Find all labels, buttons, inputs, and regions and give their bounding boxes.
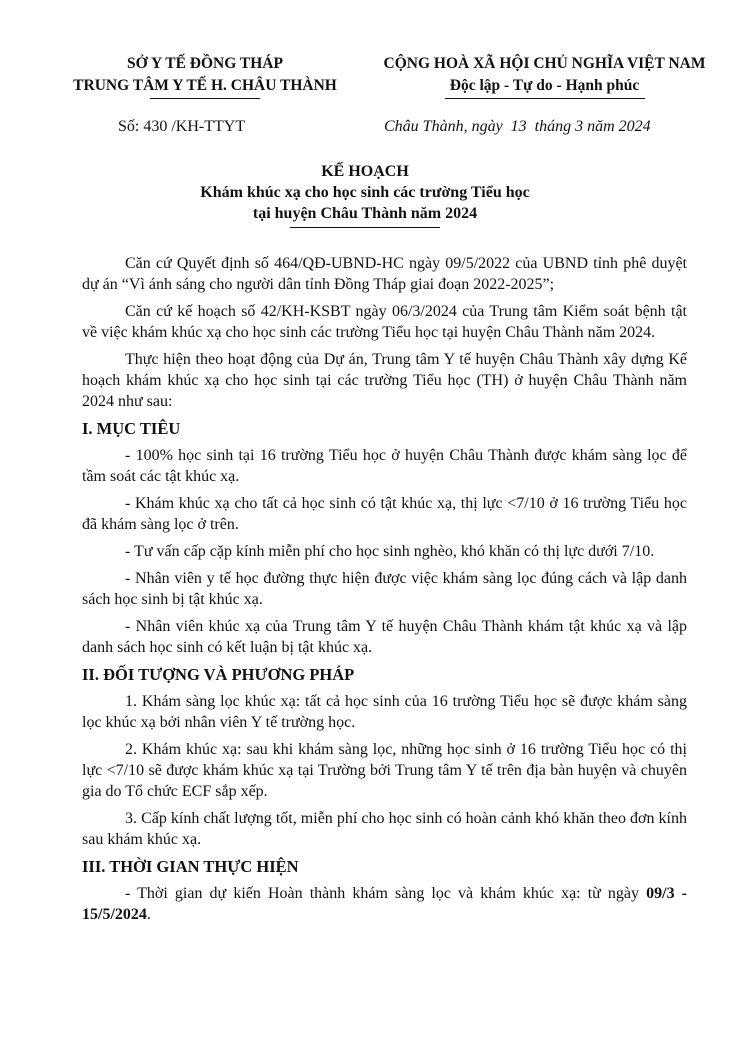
title-type: KẾ HOẠCH	[321, 163, 409, 180]
section-1-item: - 100% học sinh tại 16 trường Tiểu học ở huyện Châu Thành được khám sàng lọc để tầm soát các tật khúc xạ.	[82, 447, 687, 485]
section-3-item-end: .	[146, 906, 151, 923]
section-2-heading: II. ĐỐI TƯỢNG VÀ PHƯƠNG PHÁP	[82, 665, 355, 684]
agency-name: TRUNG TÂM Y TẾ H. CHÂU THÀNH	[73, 76, 337, 94]
section-3-item	[82, 883, 687, 925]
document-number	[118, 117, 245, 136]
agency-header	[60, 55, 350, 99]
national-motto: Độc lập - Tự do - Hạnh phúc	[449, 76, 640, 94]
document-body	[82, 253, 687, 931]
agency-parent-name: SỞ Y TẾ ĐỒNG THÁP	[127, 55, 283, 72]
document-date: Châu Thành, ngày 13 tháng 3 năm 2024	[384, 118, 651, 135]
national-header	[362, 55, 727, 99]
section-3-item-dates: 09/3 - 15/5/2024	[82, 885, 687, 923]
section-3-heading: III. THỜI GIAN THỰC HIỆN	[82, 857, 299, 876]
agency-underline	[150, 98, 260, 99]
title-subject: Khám khúc xạ cho học sinh các trường Tiểu học	[200, 184, 530, 202]
national-title: CỘNG HOÀ XÃ HỘI CHỦ NGHĨA VIỆT NAM	[383, 55, 706, 72]
document-number-value: 430	[143, 118, 168, 135]
section-1-item: - Nhân viên y tế học đường thực hiện được việc khám sàng lọc đúng cách và lập danh sách học sinh bị tật khúc xạ.	[82, 570, 687, 608]
title-underline	[290, 227, 440, 228]
section-2-item: 2. Khám khúc xạ: sau khi khám sàng lọc, những học sinh ở 16 trường Tiểu học có thị lực <7/10 sẽ được khám khúc xạ tại Trường bởi Trung tâm Y tế trên địa bàn huyện và chuyên gia do Tổ chức ECF sắp xếp.	[82, 741, 687, 800]
title-scope: tại huyện Châu Thành năm 2024	[252, 205, 478, 223]
document-title	[80, 162, 650, 228]
section-1-heading: I. MỤC TIÊU	[82, 419, 181, 438]
section-1-item: - Khám khúc xạ cho tất cả học sinh có tật khúc xạ, thị lực <7/10 ở 16 trường Tiểu học đã khám sàng lọc ở trên.	[82, 495, 687, 533]
motto-underline	[445, 98, 645, 99]
document-number-prefix: Số:	[118, 118, 140, 135]
section-3-item-text: - Thời gian dự kiến Hoàn thành khám sàng lọc và khám khúc xạ: từ ngày	[125, 885, 640, 902]
section-1-item: - Tư vấn cấp cặp kính miễn phí cho học sinh nghèo, khó khăn có thị lực dưới 7/10.	[125, 543, 655, 560]
section-2-item: 1. Khám sàng lọc khúc xạ: tất cả học sinh của 16 trường Tiểu học sẽ được khám sàng lọc khúc xạ bởi nhân viên Y tế trường học.	[82, 693, 687, 731]
section-1-item: - Nhân viên khúc xạ của Trung tâm Y tế huyện Châu Thành khám tật khúc xạ và lập danh sách học sinh có kết luận bị tật khúc xạ.	[82, 618, 687, 656]
document-number-suffix: /KH-TTYT	[171, 118, 246, 135]
preamble-paragraph-1: Căn cứ Quyết định số 464/QĐ-UBND-HC ngày 09/5/2022 của UBND tỉnh phê duyệt dự án “Vì ánh sáng cho người dân tỉnh Đồng Tháp giai đoạn 2022-2025”;	[82, 255, 687, 293]
preamble-paragraph-3: Thực hiện theo hoạt động của Dự án, Trung tâm Y tế huyện Châu Thành xây dựng Kế hoạch khám khúc xạ cho học sinh tại các trường Tiểu học (TH) ở huyện Châu Thành năm 2024 như sau:	[82, 351, 687, 410]
preamble-paragraph-2: Căn cứ kế hoạch số 42/KH-KSBT ngày 06/3/2024 của Trung tâm Kiểm soát bệnh tật về việc khám khúc xạ cho học sinh các trường Tiểu học tại huyện Châu Thành năm 2024.	[82, 303, 687, 341]
section-2-item: 3. Cấp kính chất lượng tốt, miễn phí cho học sinh có hoàn cảnh khó khăn theo đơn kính sau khám khúc xạ.	[82, 810, 687, 848]
